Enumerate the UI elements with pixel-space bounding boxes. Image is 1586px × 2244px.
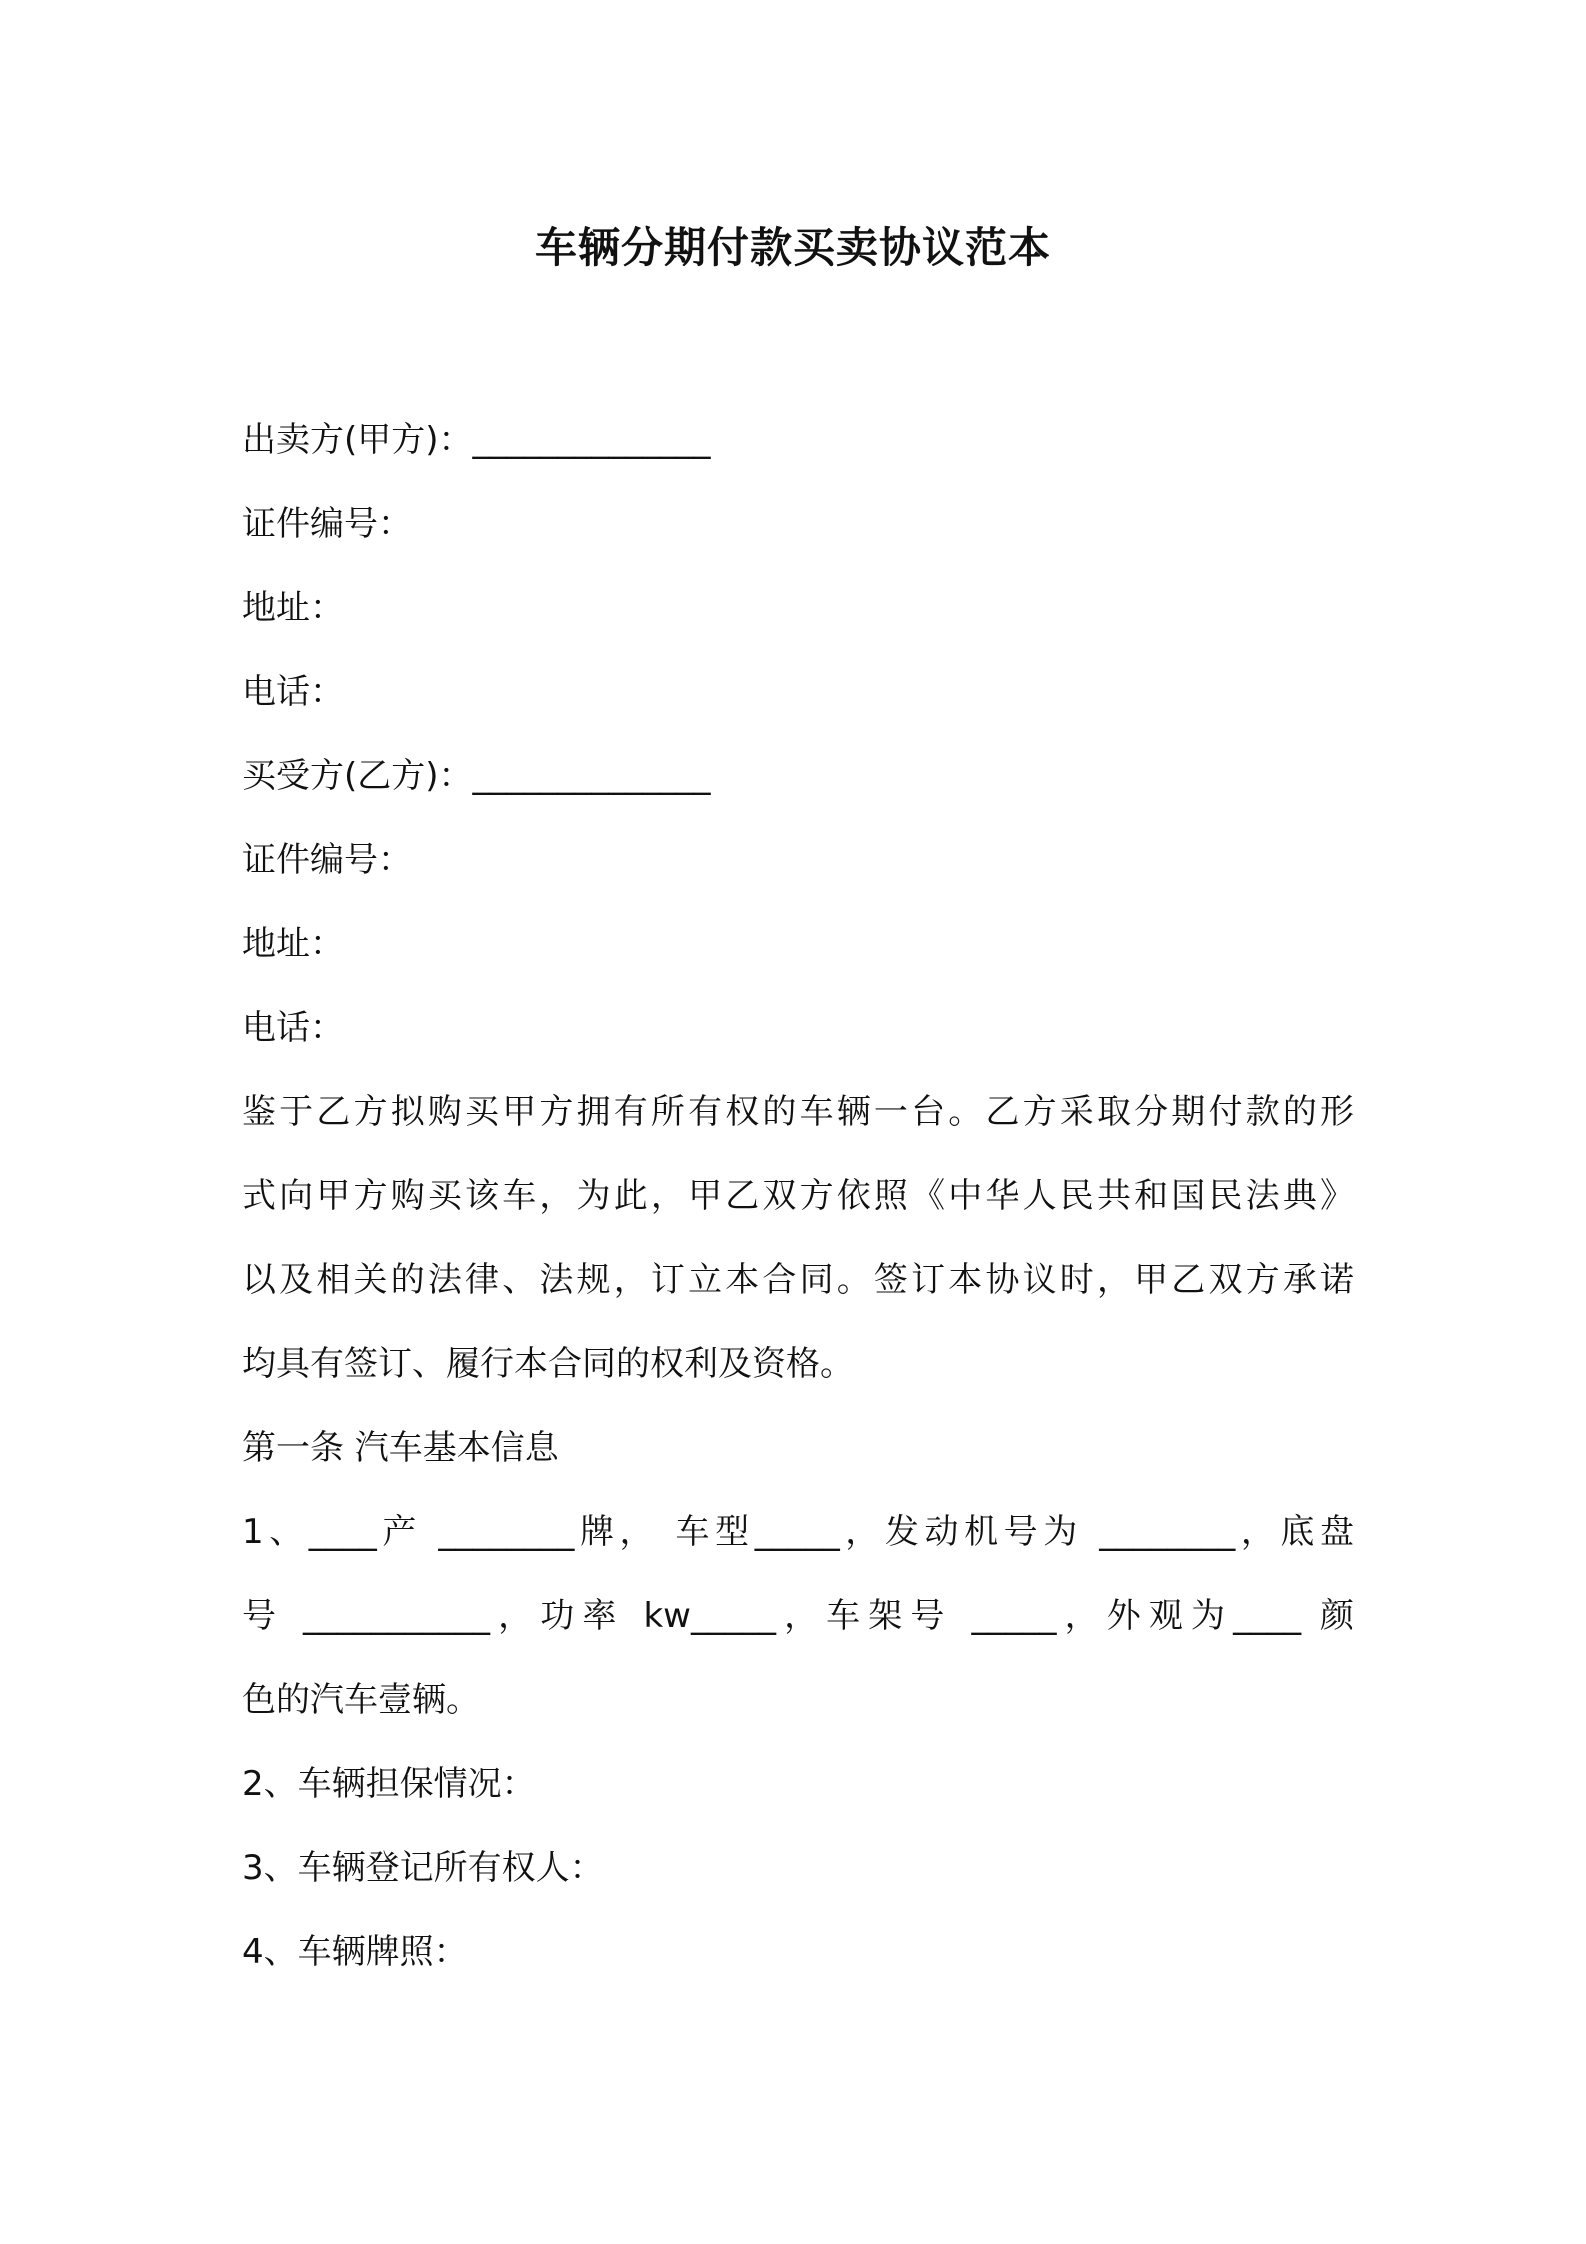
vehicle-plate-item: 4、车辆牌照： — [242, 1932, 468, 1972]
preamble-line: 以及相关的法律、法规，订立本合同。签订本协议时，甲乙双方承诺 — [242, 1260, 1354, 1300]
preamble-line: 鉴于乙方拟购买甲方拥有所有权的车辆一台。乙方采取分期付款的形 — [242, 1092, 1354, 1132]
seller-id-label: 证件编号： — [242, 504, 412, 544]
vehicle-guarantee-item: 2、车辆担保情况： — [242, 1764, 536, 1804]
vehicle-info-line: 1、____产 ________牌， 车型_____，发动机号为 ________，底盘 — [242, 1512, 1354, 1552]
buyer-address-label: 地址： — [242, 924, 344, 964]
buyer-id-label: 证件编号： — [242, 840, 412, 880]
seller-address-label: 地址： — [242, 588, 344, 628]
document-title: 车辆分期付款买卖协议范本 — [534, 223, 1051, 272]
vehicle-info-line: 号 ___________，功率 kw_____，车架号 _____，外观为____ 颜 — [242, 1596, 1354, 1636]
vehicle-owner-item: 3、车辆登记所有权人： — [242, 1848, 604, 1888]
buyer-phone-label: 电话： — [242, 1008, 344, 1048]
seller-phone-label: 电话： — [242, 672, 344, 712]
buyer-label: 买受方(乙方)：______________ — [242, 756, 711, 796]
article-1-heading: 第一条 汽车基本信息 — [242, 1428, 559, 1468]
preamble-line: 均具有签订、履行本合同的权利及资格。 — [242, 1344, 854, 1384]
preamble-line: 式向甲方购买该车，为此，甲乙双方依照《中华人民共和国民法典》 — [242, 1176, 1354, 1216]
vehicle-info-line: 色的汽车壹辆。 — [242, 1680, 480, 1720]
seller-label: 出卖方(甲方)：______________ — [242, 420, 711, 460]
